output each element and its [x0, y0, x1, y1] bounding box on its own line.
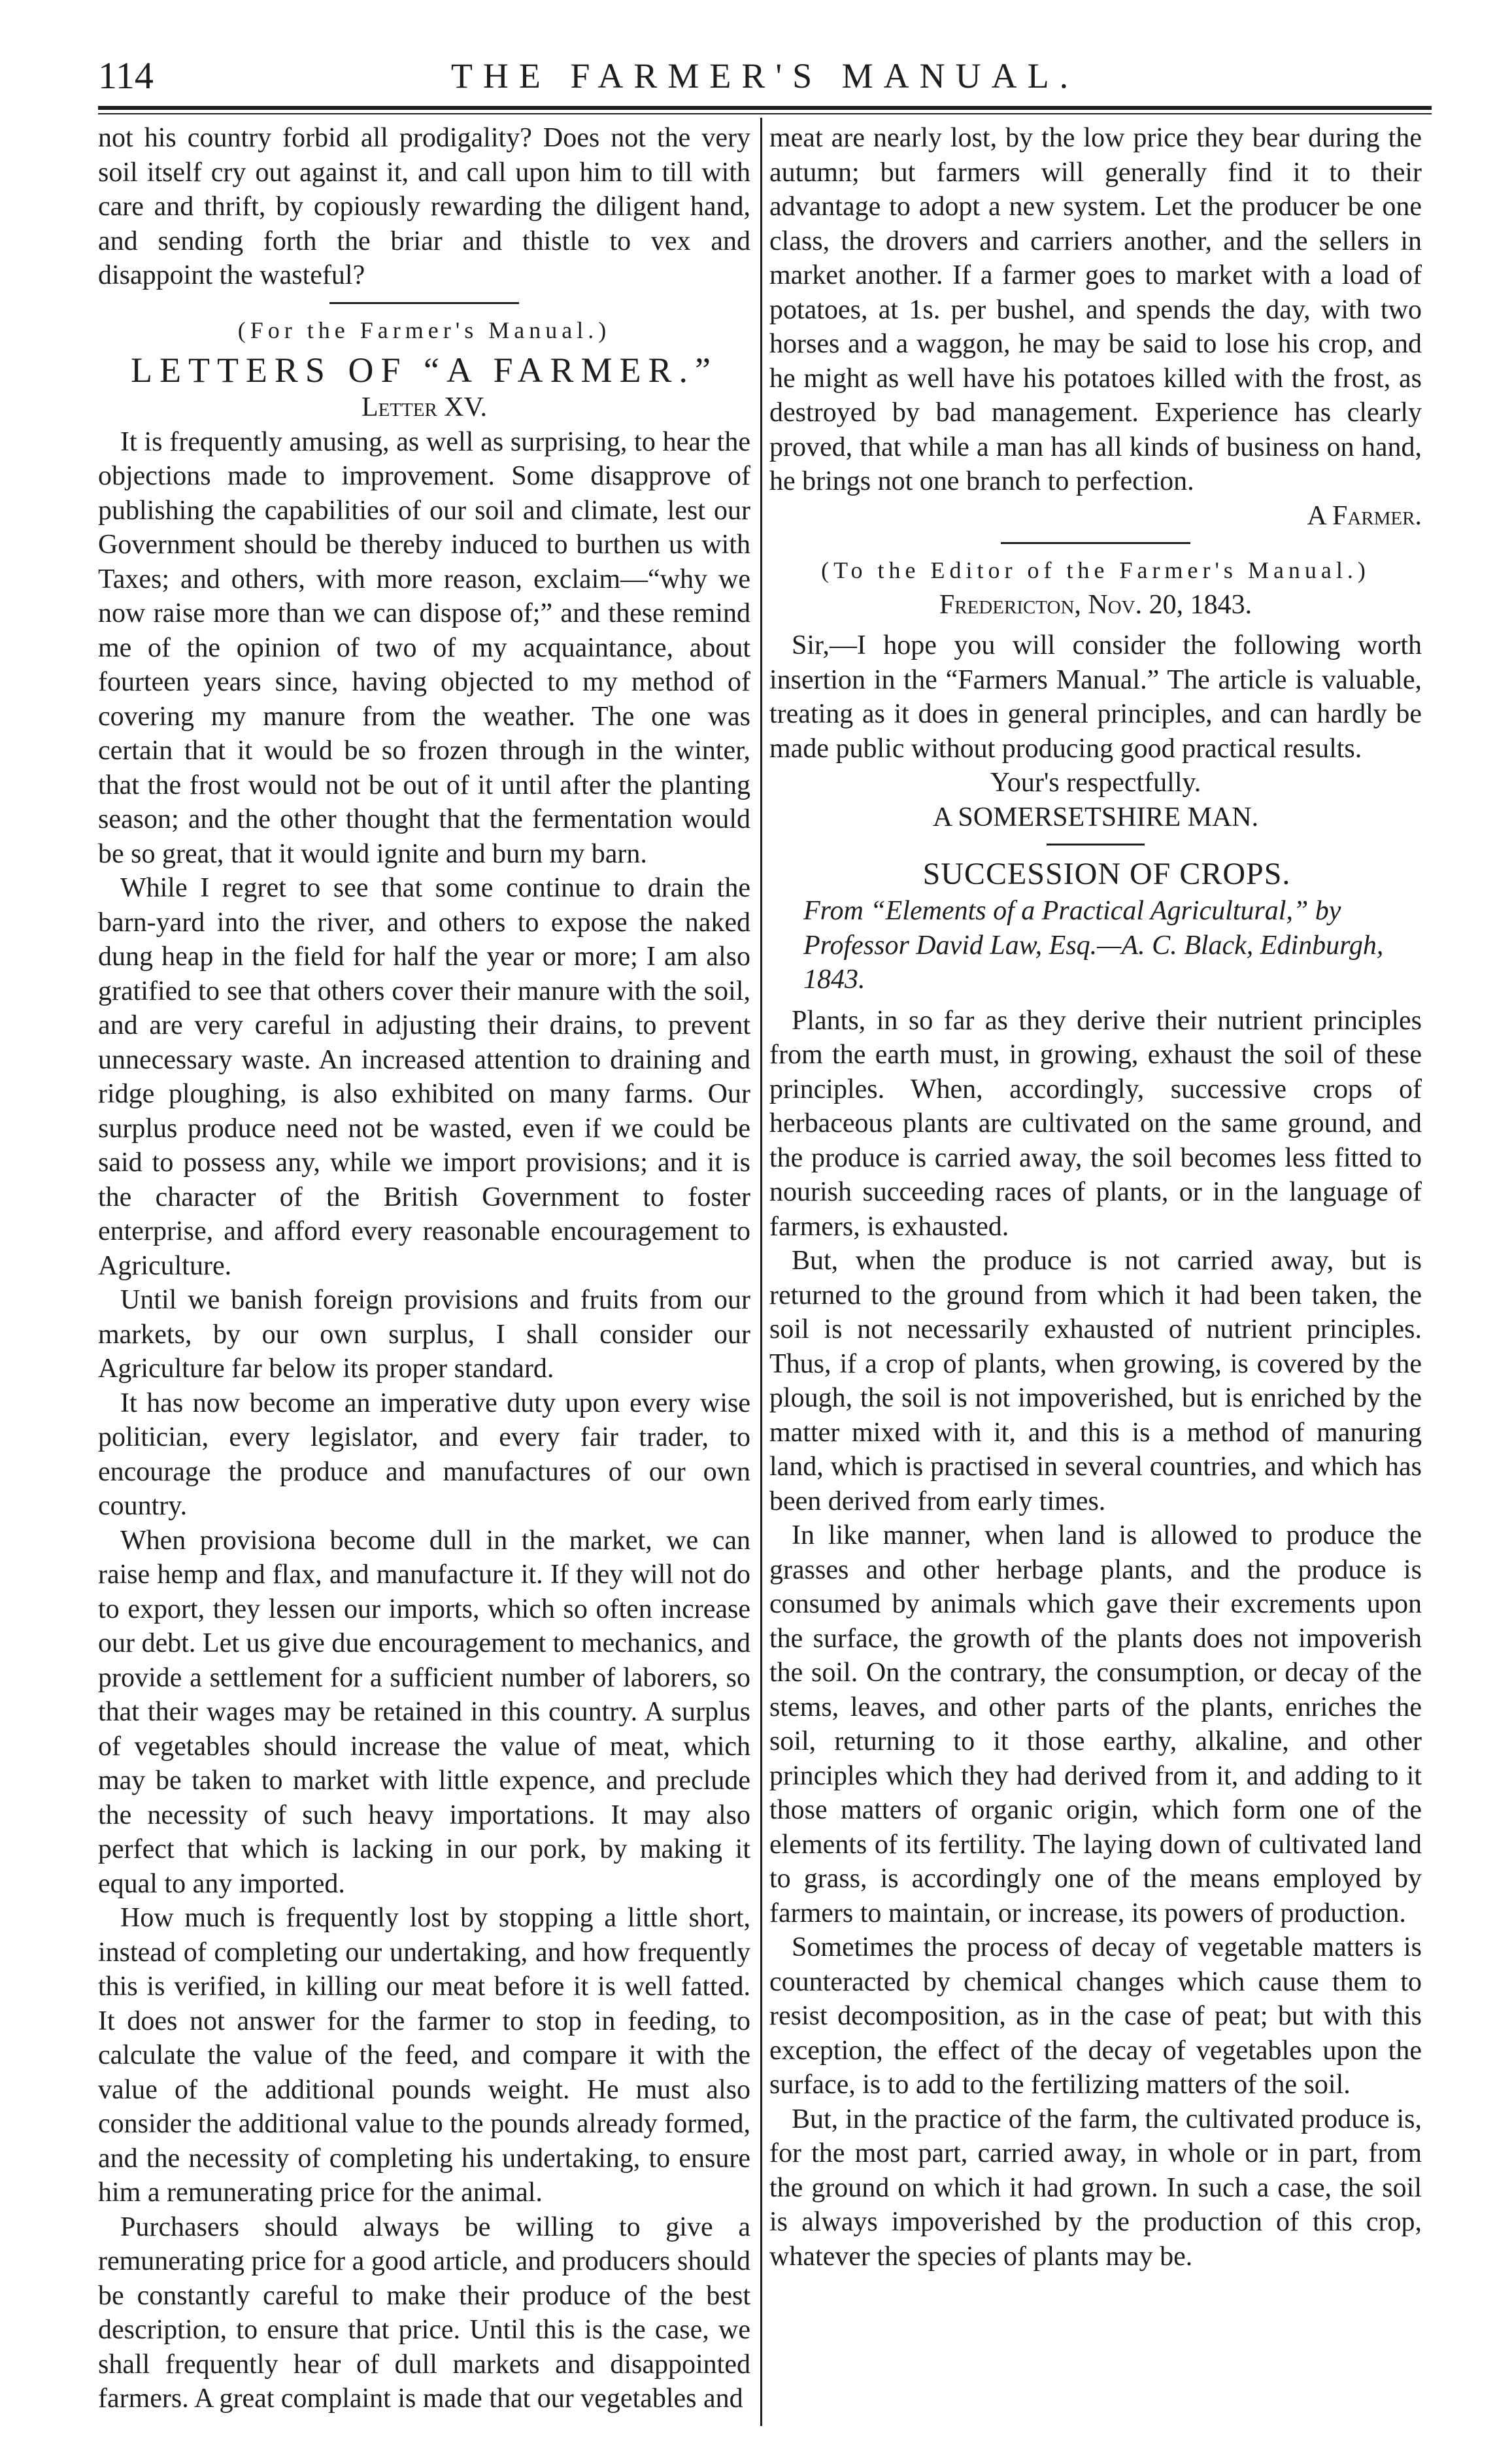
- column-divider: [760, 118, 762, 2426]
- letters-title: LETTERS OF “A FARMER.”: [130, 350, 718, 390]
- letter-number: Letter XV.: [361, 392, 488, 422]
- body-paragraph: But, when the produce is not carried away, but is returned to the ground from which it had been taken, the soil is not necessarily exhausted of nutrient principles. Thus, if a crop of plants, when growing, is covered by the plough, the soil is not impoverished, but is enriched by the matter mixed with it, and this is a method of manuring land, which is practised in several countries, and which has been derived from early times.: [769, 1246, 1422, 1516]
- dateline: Fredericton, Nov. 20, 1843.: [939, 589, 1252, 620]
- editor-signature: A SOMERSETSHIRE MAN.: [932, 802, 1259, 832]
- article-source: From “Elements of a Practical Agricultural,” by Professor David Law, Esq.—A. C. Black, Edinburgh, 1843.: [803, 896, 1384, 995]
- running-title: THE FARMER'S MANUAL.: [450, 56, 1079, 95]
- left-column: [98, 121, 750, 2433]
- page-number: 114: [98, 54, 154, 97]
- body-paragraph: When provisiona become dull in the market, we can raise hemp and flax, and manufacture it. If they will not do to export, they lessen our imports, which so often increase our debt. Let us give due encouragement to mechanics, and provide a settlement for a sufficient number of laborers, so that their wages may be retained in this country. A surplus of vegetables should increase the value of meat, which may be taken to market with little expence, and preclude the necessity of such heavy importations. It may also perfect that which is lacking in our pork, by making it equal to any imported.: [98, 1525, 750, 1899]
- section-rule: [1047, 844, 1145, 846]
- body-paragraph: But, in the practice of the farm, the cultivated produce is, for the most part, carried away, in whole or in part, from the ground on which it had grown. In such a case, the soil is always impoverished by the production of this crop, whatever the species of plants may be.: [769, 2104, 1422, 2272]
- body-paragraph: Until we banish foreign provisions and fruits from our markets, by our own surplus, I shall consider our Agriculture far below its proper standard.: [98, 1285, 750, 1384]
- editor-note: (To the Editor of the Farmer's Manual.): [821, 557, 1370, 583]
- body-paragraph: While I regret to see that some continue to drain the barn-yard into the river, and others to expose the naked dung heap in the field for half the year or more; I am also gratified to see that others cover their manure with the soil, and are very careful in adjusting their drains, to prevent unnecessary waste. An increased attention to draining and ridge ploughing, is also exhibited on many farms. Our surplus produce need not be wasted, even if we could be said to possess any, while we import provisions; and it is the character of the British Government to foster enterprise, and afford every reasonable encouragement to Agriculture.: [98, 873, 750, 1281]
- editor-letter: Sir,—I hope you will consider the following worth insertion in the “Farmers Manual.” The article is valuable, treating as it does in general principles, and can hardly be made public without producing good practical results.: [769, 630, 1422, 764]
- carryover-paragraph: not his country forbid all prodigality? Does not the very soil itself cry out against it, and call upon him to till with care and thrift, by copiously rewarding the diligent hand, and sending forth the briar and thistle to vex and disappoint the wasteful?: [98, 123, 750, 290]
- right-column: [769, 121, 1422, 2433]
- header-rule-thin: [98, 113, 1432, 114]
- article-title: SUCCESSION OF CROPS.: [922, 857, 1291, 891]
- closing: Your's respectfully.: [990, 768, 1201, 798]
- page-header: [98, 50, 1432, 102]
- header-rule-thick: [98, 106, 1432, 110]
- section-rule: [1001, 542, 1190, 544]
- body-paragraph: Purchasers should always be willing to give a remunerating price for a good article, and producers should be constantly careful to make their produce of the best description, to ensure that price. Until this is the case, we shall frequently hear of dull markets and disappointed farmers. A great complaint is made that our vegetables and: [98, 2212, 750, 2414]
- source-note: (For the Farmer's Manual.): [237, 316, 611, 343]
- section-rule: [329, 302, 519, 304]
- spacer: [769, 622, 1422, 628]
- body-paragraph: It is frequently amusing, as well as surprising, to hear the objections made to improvement. Some disapprove of publishing the capabilities of our soil and climate, lest our Government should be thereby induced to burthen us with Taxes; and others, with more reason, exclaim—“why we now raise more than we can dispose of;” and these remind me of the opinion of two of my acquaintance, about fourteen years since, having objected to my method of covering my manure from the weather. The one was certain that it would be so frozen through in the winter, that the frost would not be out of it until after the planting season; and the other thought that the fermentation would be so great, that it would ignite and burn my barn.: [98, 426, 750, 869]
- body-paragraph: In like manner, when land is allowed to produce the grasses and other herbage plants, and the produce is consumed by animals which gave their excrements upon the surface, the growth of the plants does not impoverish the soil. On the contrary, the consumption, or decay of the stems, leaves, and other parts of the plants, enriches the soil, returning to it those earthy, alkaline, and other principles which they had derived from it, and adding to it those matters of organic origin, which form one of the elements of its fertility. The laying down of cultivated land to grass, is accordingly one of the means employed by farmers to maintain, or increase, its powers of production.: [769, 1520, 1422, 1928]
- body-paragraph: Sometimes the process of decay of vegetable matters is counteracted by chemical changes which cause them to resist decomposition, as in the case of peat; but with this exception, the effect of the decay of vegetables upon the surface, is to add to the fertilizing matters of the soil.: [769, 1932, 1422, 2100]
- body-paragraph: It has now become an imperative duty upon every wise politician, every legislator, and every fair trader, to encourage the produce and manufactures of our own country.: [98, 1388, 750, 1521]
- letter-signature: A Farmer.: [1307, 500, 1422, 531]
- body-paragraph: How much is frequently lost by stopping a little short, instead of completing our undertaking, and how frequently this is verified, in killing our meat before it is well fatted. It does not answer for the farmer to stop in feeding, to calculate the value of the feed, and compare it with the value of the additional pounds weight. He must also consider the additional value to the pounds already formed, and the necessity of completing his undertaking, to ensure him a remunerating price for the animal.: [98, 1903, 750, 2208]
- body-paragraph: Plants, in so far as they derive their nutrient principles from the earth must, in growing, exhaust the soil of these principles. When, accordingly, successive crops of herbaceous plants are cultivated on the same ground, and the produce is carried away, the soil becomes less fitted to nourish succeeding races of plants, or in the language of farmers, is exhausted.: [769, 1005, 1422, 1242]
- carryover-paragraph: meat are nearly lost, by the low price they bear during the autumn; but farmers will generally find it to their advantage to adopt a new system. Let the producer be one class, the drovers and carriers another, and the sellers in market another. If a farmer goes to market with a load of potatoes, at 1s. per bushel, and spends the day, with two horses and a waggon, he may be said to lose his crop, and he might as well have his potatoes killed with the frost, as destroyed by bad management. Experience has clearly proved, that while a man has all kinds of business on hand, he brings not one branch to perfection.: [769, 123, 1422, 496]
